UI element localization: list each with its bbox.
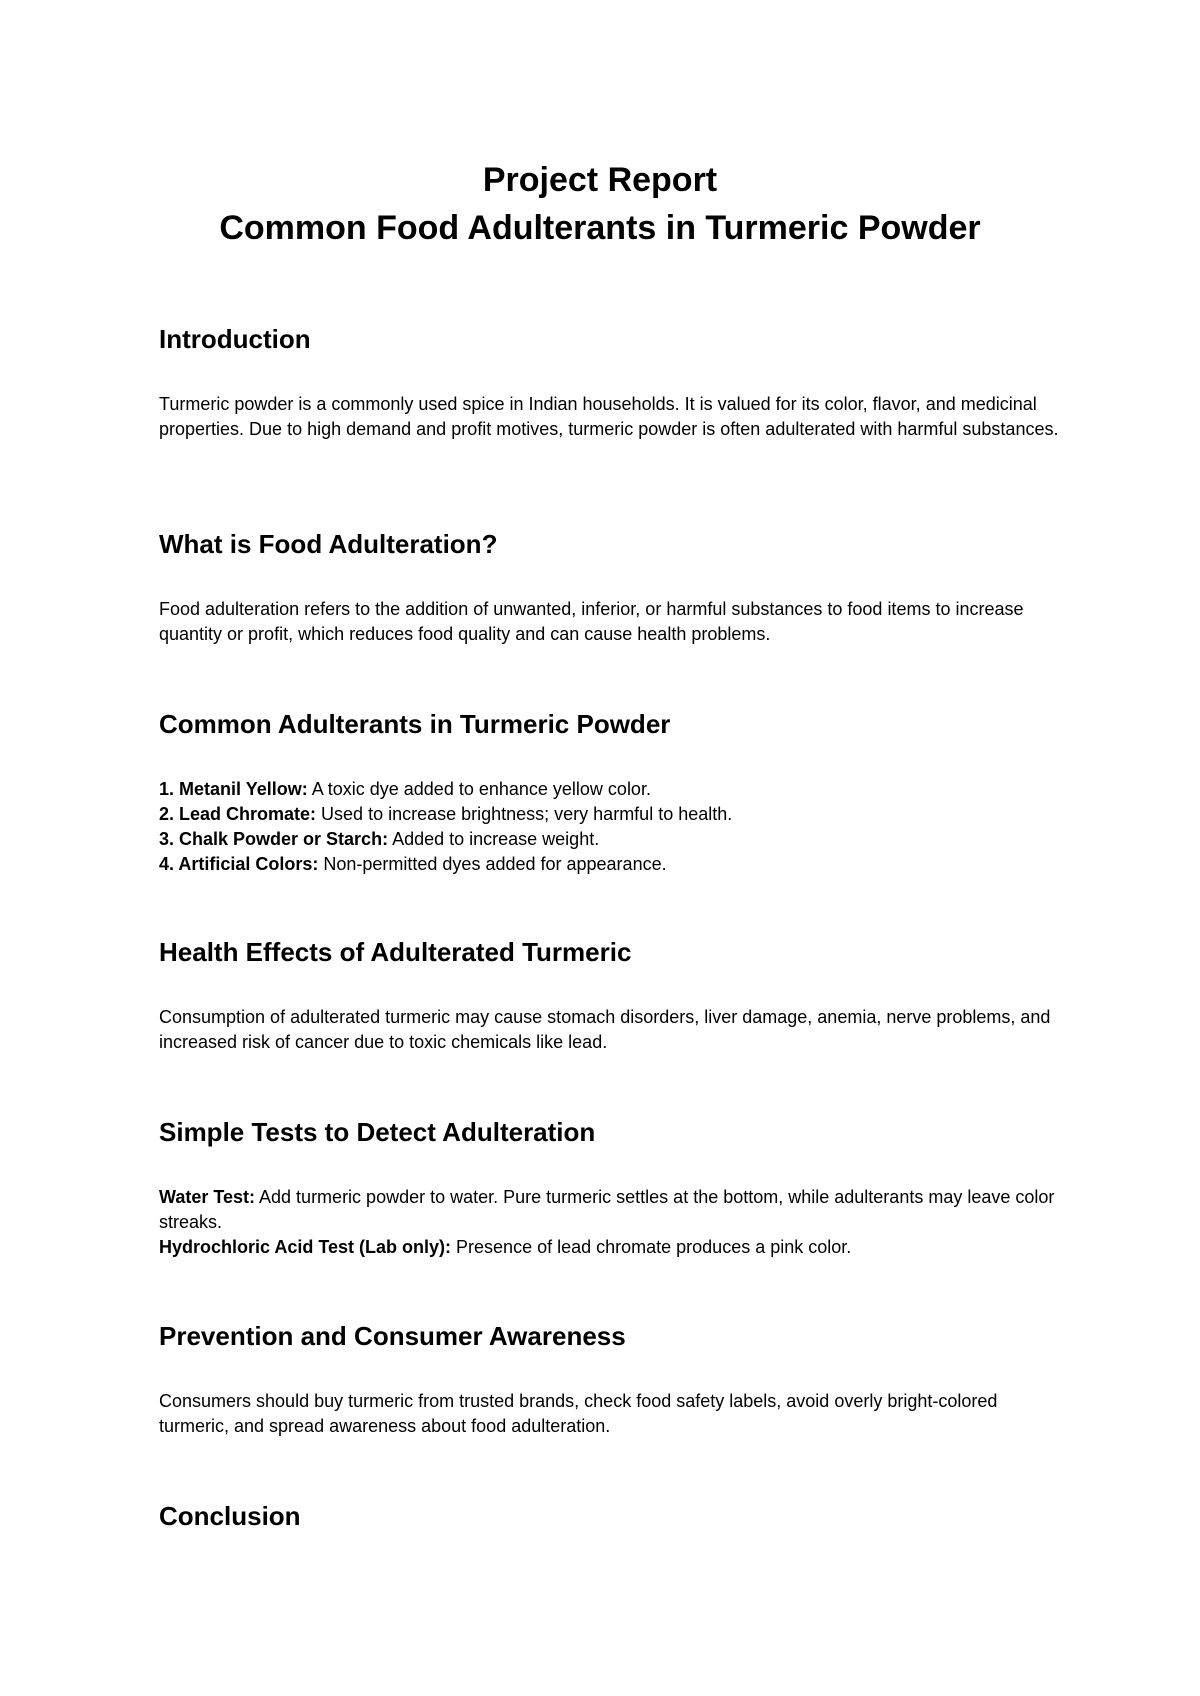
section-text: Turmeric powder is a commonly used spice in Indian households. It is valued for its color, flavor, and medicinal properties. Due to high demand and profit motives, turmeric powder is often adulterated with harmful substances.	[159, 394, 1059, 439]
item-label: 2. Lead Chromate:	[159, 804, 317, 824]
section-heading: Conclusion	[159, 1501, 301, 1531]
item-text: Non-permitted dyes added for appearance.	[318, 854, 667, 874]
item-label: Water Test:	[159, 1187, 256, 1207]
section-heading: Introduction	[159, 324, 311, 354]
item-text: A toxic dye added to enhance yellow color.	[307, 779, 651, 799]
list-item	[159, 777, 1059, 802]
report-title	[0, 156, 1200, 252]
item-label: Hydrochloric Acid Test (Lab only):	[159, 1237, 452, 1257]
item-label: 4. Artificial Colors:	[159, 854, 319, 874]
section-what-is-adulteration	[159, 527, 1059, 647]
section-heading: Prevention and Consumer Awareness	[159, 1321, 626, 1351]
title-line-2: Common Food Adulterants in Turmeric Powder	[219, 209, 981, 247]
section-text: Consumption of adulterated turmeric may cause stomach disorders, liver damage, anemia, nerve problems, and increased risk of cancer due to toxic chemicals like lead.	[159, 1007, 1051, 1052]
item-text: Add turmeric powder to water. Pure turmeric settles at the bottom, while adulterants may leave color streaks.	[159, 1187, 1055, 1232]
list-item	[159, 1185, 1059, 1235]
section-common-adulterants	[159, 707, 1059, 877]
section-heading: What is Food Adulteration?	[159, 529, 498, 559]
adulterant-list	[159, 777, 1059, 877]
item-text: Used to increase brightness; very harmful to health.	[316, 804, 733, 824]
item-label: 1. Metanil Yellow:	[159, 779, 308, 799]
list-item	[159, 827, 1059, 852]
section-text: Food adulteration refers to the addition of unwanted, inferior, or harmful substances to food items to increase quantity or profit, which reduces food quality and can cause health problems.	[159, 599, 1024, 644]
tests-list	[159, 1185, 1059, 1260]
title-line-1: Project Report	[482, 161, 718, 199]
item-text: Presence of lead chromate produces a pink color.	[451, 1237, 852, 1257]
list-item	[159, 852, 1059, 877]
section-health-effects	[159, 935, 1059, 1055]
section-heading: Common Adulterants in Turmeric Powder	[159, 709, 671, 739]
section-conclusion	[159, 1499, 1059, 1533]
list-item	[159, 1235, 1059, 1260]
section-heading: Health Effects of Adulterated Turmeric	[159, 937, 632, 967]
section-prevention	[159, 1319, 1059, 1439]
section-text: Consumers should buy turmeric from trusted brands, check food safety labels, avoid overly bright-colored turmeric, and spread awareness about food adulteration.	[159, 1391, 998, 1436]
item-label: 3. Chalk Powder or Starch:	[159, 829, 389, 849]
item-text: Added to increase weight.	[388, 829, 600, 849]
section-simple-tests	[159, 1115, 1059, 1260]
section-heading: Simple Tests to Detect Adulteration	[159, 1117, 596, 1147]
section-introduction	[159, 322, 1059, 442]
list-item	[159, 802, 1059, 827]
